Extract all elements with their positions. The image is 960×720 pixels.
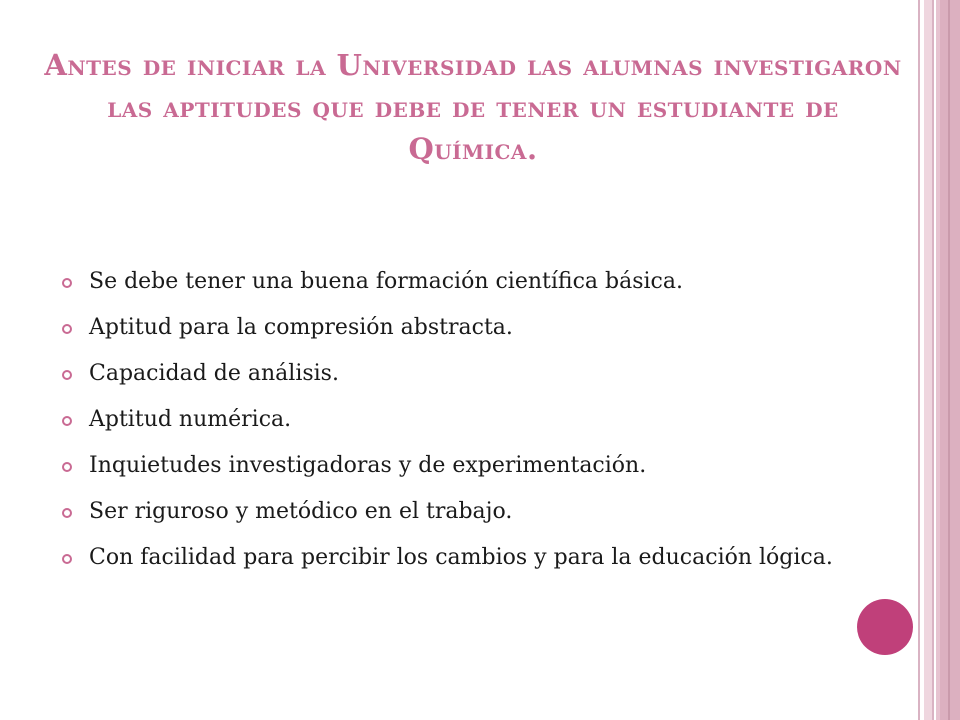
bullet-ring-icon xyxy=(62,370,72,380)
bullet-item xyxy=(62,496,852,528)
decor-stripe xyxy=(940,0,960,720)
bullet-item xyxy=(62,312,852,344)
bullet-text: Aptitud para la compresión abstracta. xyxy=(89,315,513,340)
bullet-ring-icon xyxy=(62,416,72,426)
decor-circle xyxy=(857,599,913,655)
bullet-item xyxy=(62,404,852,436)
bullet-ring-icon xyxy=(62,324,72,334)
bullet-ring-icon xyxy=(62,278,72,288)
bullet-text: Aptitud numérica. xyxy=(89,407,292,432)
bullet-item xyxy=(62,450,852,482)
bullet-text: Inquietudes investigadoras y de experimentación. xyxy=(89,453,647,478)
bullet-list xyxy=(62,266,852,588)
bullet-text: Con facilidad para percibir los cambios y para la educación lógica. xyxy=(89,545,833,570)
decor-stripe xyxy=(918,0,920,720)
decor-stripe xyxy=(924,0,932,720)
bullet-ring-icon xyxy=(62,554,72,564)
bullet-item xyxy=(62,542,852,574)
slide-title: Antes de iniciar la Universidad las alumnas investigaron las aptitudes que debe de tener un estudiante de Química. xyxy=(44,48,902,166)
bullet-text: Capacidad de análisis. xyxy=(89,361,339,386)
bullet-item xyxy=(62,358,852,390)
decor-stripe xyxy=(948,0,950,720)
bullet-text: Se debe tener una buena formación científica básica. xyxy=(89,269,683,294)
bullet-text: Ser riguroso y metódico en el trabajo. xyxy=(89,499,513,524)
bullet-ring-icon xyxy=(62,508,72,518)
bullet-item xyxy=(62,266,852,298)
decor-stripe xyxy=(932,0,934,720)
bullet-ring-icon xyxy=(62,462,72,472)
